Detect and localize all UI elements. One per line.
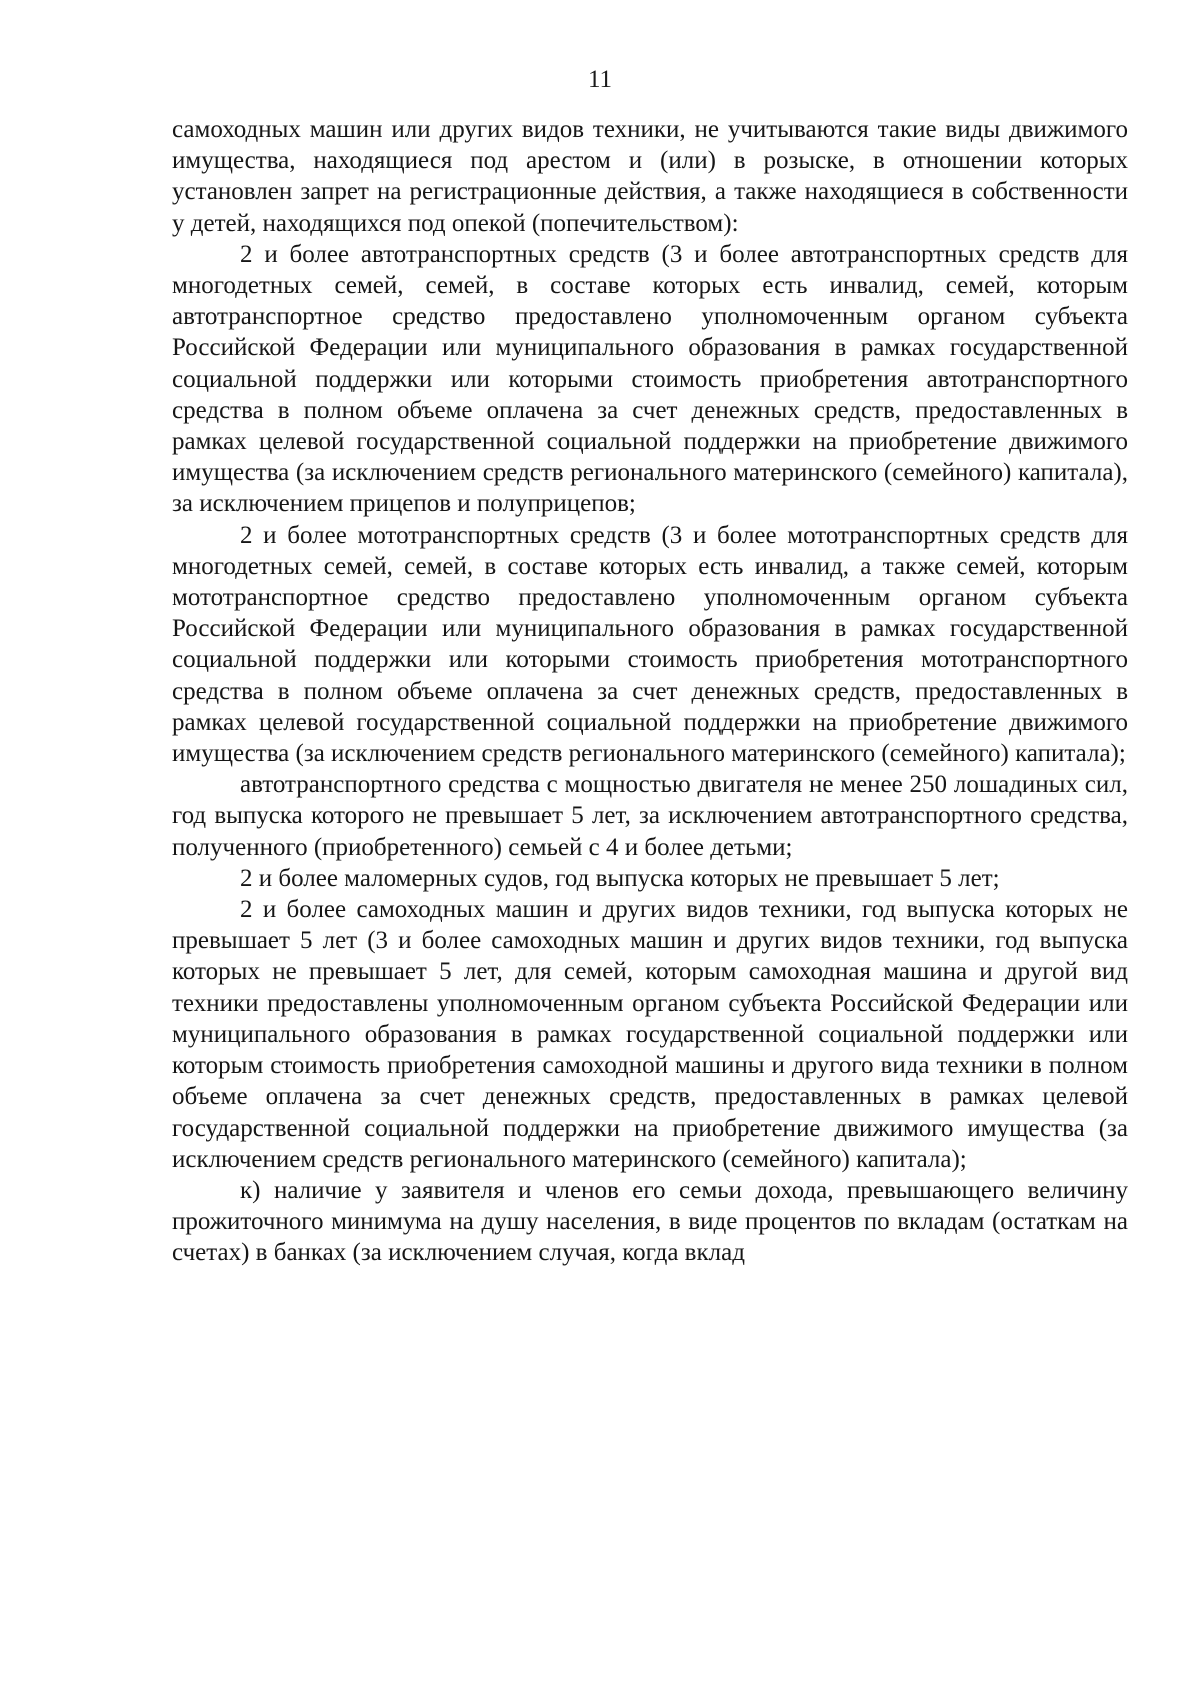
paragraph-motorcycles: 2 и более мототранспортных средств (3 и более мототранспортных средств для многодетных семей, семей, в составе которых есть инвалид, а также семей, которым мототранспортное средство предоставлено уполномоченным органом субъекта Российской Федерации или муниципального образования в рамках государственной социальной поддержки или которыми стоимость приобретения мототранспортного средства в полном объеме оплачена за счет денежных средств, предоставленных в рамках целевой государственной социальной поддержки на приобретение движимого имущества (за исключением средств регионального материнского (семейного) капитала); [172,521,1128,768]
paragraph-continuation: самоходных машин или других видов техники, не учитываются такие виды движимого имущества, находящиеся под арестом и (или) в розыске, в отношении которых установлен запрет на регистрационные действия, а также находящиеся в собственности у детей, находящихся под опекой (попечительством): [172,116,1128,237]
page-number: 11 [587,66,613,93]
paragraph-self-propelled-machines: 2 и более самоходных машин и других видов техники, год выпуска которых не превышает 5 лет (3 и более самоходных машин и других видов техники, год выпуска которых не превышает 5 лет, для семей, которым самоходная машина и другой вид техники предоставлены уполномоченным органом субъекта Российской Федерации или муниципального образования в рамках государственной социальной поддержки или которым стоимость приобретения самоходной машины и другого вида техники в полном объеме оплачена за счет денежных средств, предоставленных в рамках целевой государственной социальной поддержки на приобретение движимого имущества (за исключением средств регионального материнского (семейного) капитала); [172,896,1128,1173]
paragraph-item-k: к) наличие у заявителя и членов его семьи дохода, превышающего величину прожиточного минимума на душу населения, в виде процентов по вкладам (остаткам на счетах) в банках (за исключением случая, когда вклад [172,1176,1128,1267]
document-body [172,114,1128,1269]
paragraph-motor-vehicles: 2 и более автотранспортных средств (3 и более автотранспортных средств для многодетных семей, семей, в составе которых есть инвалид, семей, которым автотранспортное средство предоставлено уполномоченным органом субъекта Российской Федерации или муниципального образования в рамках государственной социальной поддержки или которыми стоимость приобретения автотранспортного средства в полном объеме оплачена за счет денежных средств, предоставленных в рамках целевой государственной социальной поддержки на приобретение движимого имущества (за исключением средств регионального материнского (семейного) капитала), за исключением прицепов и полуприцепов; [172,240,1128,518]
paragraph-small-vessels: 2 и более маломерных судов, год выпуска которых не превышает 5 лет; [240,864,1000,892]
paragraph-engine-power: автотранспортного средства с мощностью двигателя не менее 250 лошадиных сил, год выпуска которого не превышает 5 лет, за исключением автотранспортного средства, полученного (приобретенного) семьей с 4 и более детьми; [172,771,1128,861]
